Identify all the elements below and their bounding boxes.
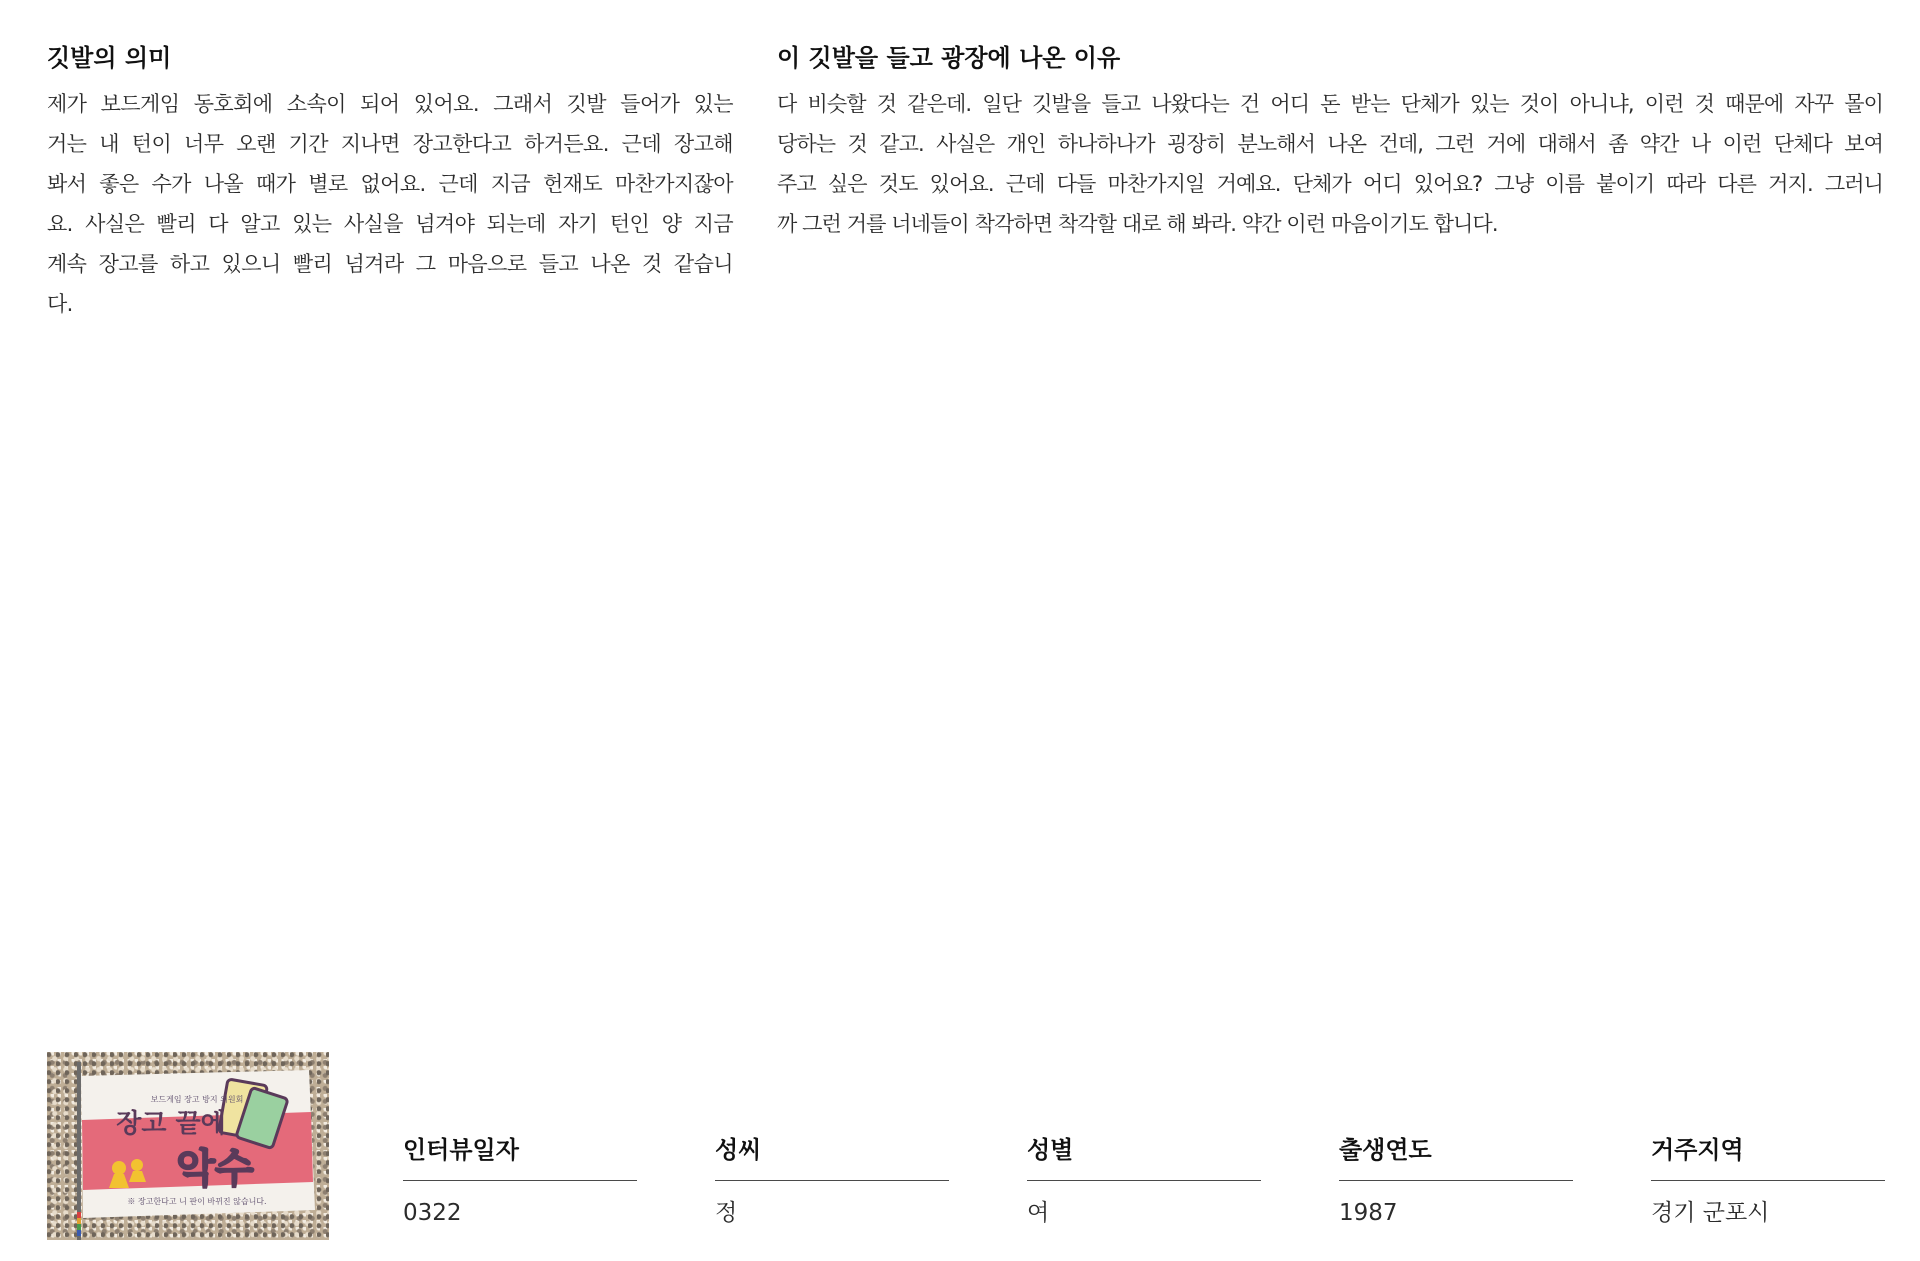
flag-main-text-1: 장고 끝에 <box>116 1109 226 1139</box>
flag-meaning-section <box>47 40 733 324</box>
text-line: 다 비슷할 것 같은데. 일단 깃발을 들고 나왔다는 건 어디 돈 받는 단체가 있는 것이 아니냐, 이런 것 때문에 자꾸 몰이 <box>777 92 1883 116</box>
flag-main-text-2: 악수 <box>176 1146 254 1192</box>
text-line: 까 그런 거를 너네들이 착각하면 착각할 대로 해 봐라. 약간 이런 마음이기도 합니다. <box>777 212 1498 236</box>
flag-photo <box>47 1052 329 1240</box>
birth-year-label: 출생연도 <box>1339 1130 1573 1181</box>
flag-meaning-heading: 깃발의 의미 <box>47 44 172 72</box>
surname-value: 정 <box>715 1200 738 1226</box>
text-line: 계속 장고를 하고 있으니 빨리 넘겨라 그 마음으로 들고 나온 것 같습니 <box>47 252 733 276</box>
surname-label: 성씨 <box>715 1130 949 1181</box>
interview-date-value: 0322 <box>403 1200 462 1226</box>
text-line: 거는 내 턴이 너무 오랜 기간 지나면 장고한다고 하거든요. 근데 장고해 <box>47 132 733 156</box>
flag-bottom-text: ※ 장고한다고 니 판이 바뀌진 않습니다. <box>127 1197 267 1206</box>
flag-top-text: 보드게임 장고 방지 위원회 <box>150 1095 244 1104</box>
text-line: 다. <box>47 292 73 316</box>
flag-meaning-text <box>47 84 733 324</box>
interview-date-field <box>403 1130 637 1233</box>
birth-year-value: 1987 <box>1339 1200 1398 1226</box>
residence-value: 경기 군포시 <box>1651 1200 1770 1226</box>
text-line: 주고 싶은 것도 있어요. 근데 다들 마찬가지일 거예요. 단체가 어디 있어요? 그냥 이름 붙이기 따라 다른 거지. 그러니 <box>777 172 1883 196</box>
residence-label: 거주지역 <box>1651 1130 1885 1181</box>
gender-label: 성별 <box>1027 1130 1261 1181</box>
interview-date-label: 인터뷰일자 <box>403 1130 637 1181</box>
residence-field <box>1651 1130 1885 1233</box>
text-line: 당하는 것 같고. 사실은 개인 하나하나가 굉장히 분노해서 나온 건데, 그런 거에 대해서 좀 약간 나 이런 단체다 보여 <box>777 132 1883 156</box>
reason-section <box>777 40 1883 244</box>
surname-field <box>715 1130 949 1233</box>
text-line: 제가 보드게임 동호회에 소속이 되어 있어요. 그래서 깃발 들어가 있는 <box>47 92 733 116</box>
reason-heading: 이 깃발을 들고 광장에 나온 이유 <box>777 44 1121 72</box>
gender-value: 여 <box>1027 1200 1050 1226</box>
text-line: 봐서 좋은 수가 나올 때가 별로 없어요. 근데 지금 헌재도 마찬가지잖아 <box>47 172 733 196</box>
text-line: 요. 사실은 빨리 다 알고 있는 사실을 넘겨야 되는데 자기 턴인 양 지금 <box>47 212 733 236</box>
reason-text <box>777 84 1883 244</box>
gender-field <box>1027 1130 1261 1233</box>
birth-year-field <box>1339 1130 1573 1233</box>
